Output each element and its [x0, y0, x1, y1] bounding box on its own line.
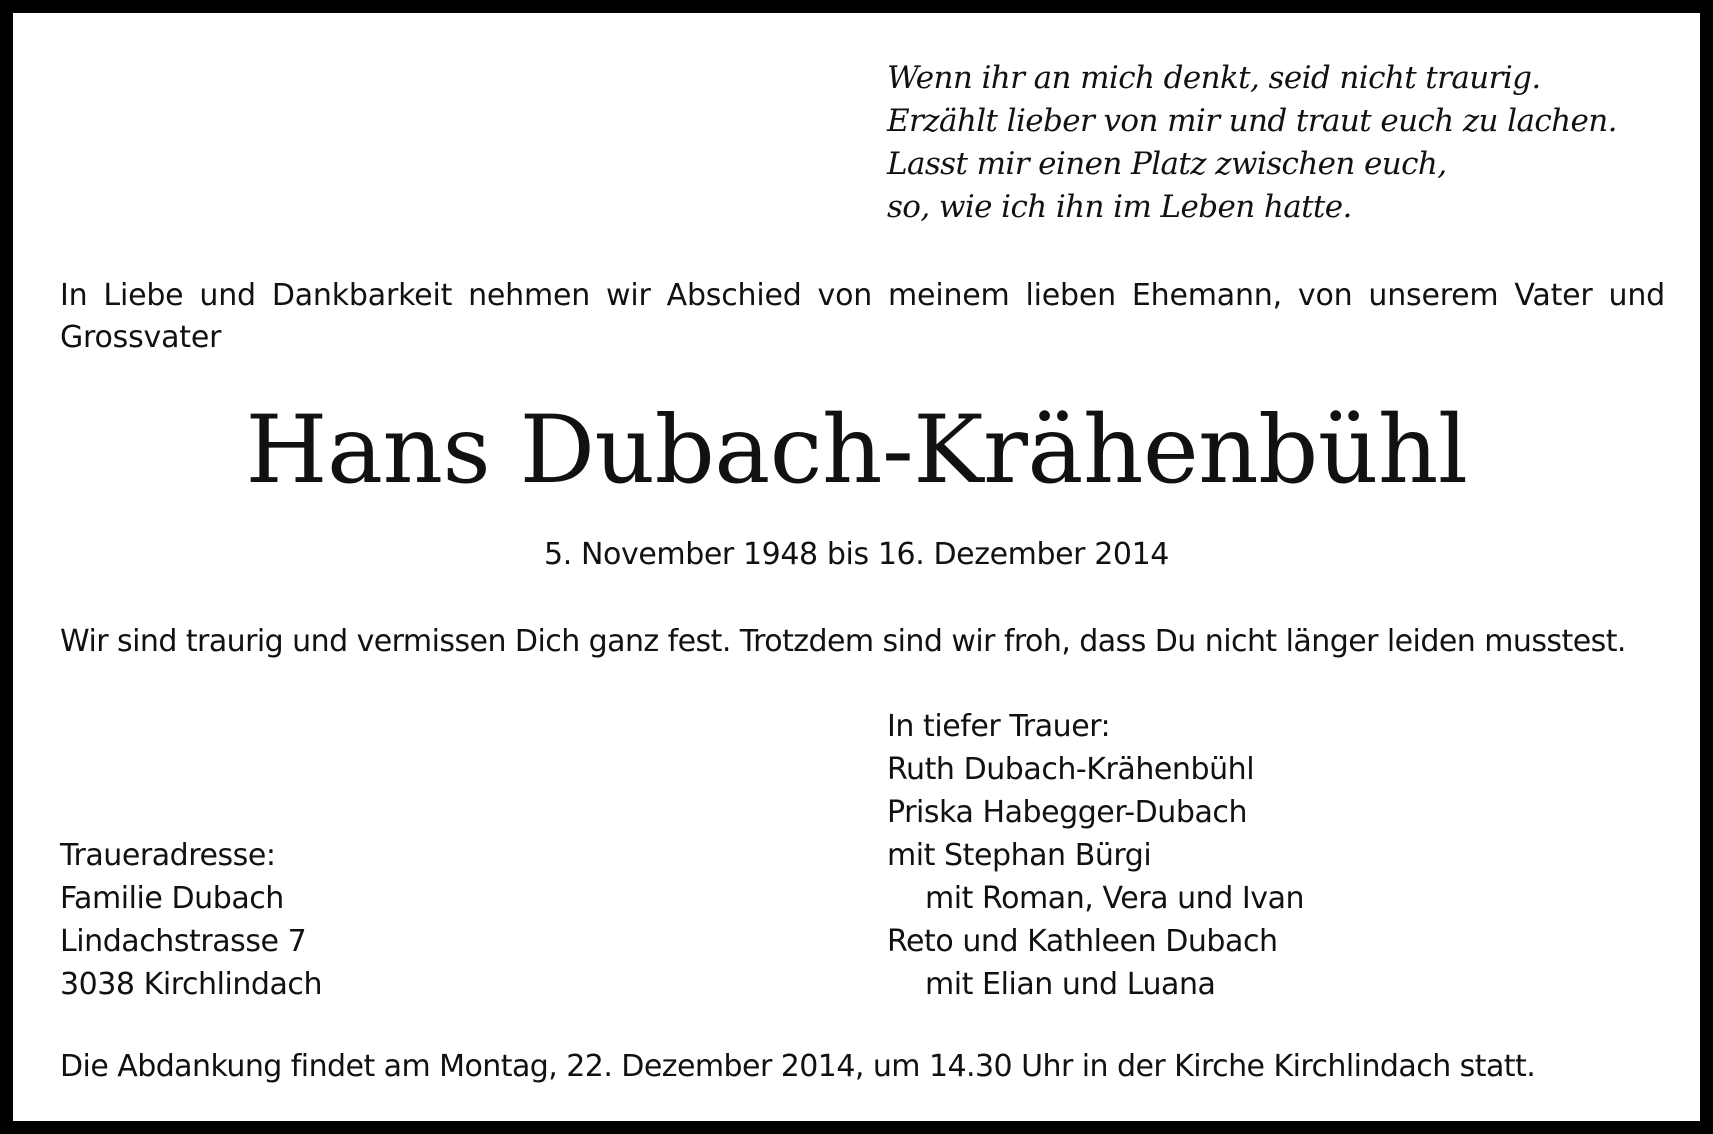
funeral-service-text: Die Abdankung findet am Montag, 22. Dezember 2014, um 14.30 Uhr in der Kirche Kirchlindach statt. — [60, 1049, 1536, 1084]
poem-line: Erzählt lieber von mir und traut euch zu lachen. — [887, 103, 1617, 139]
address-heading: Traueradresse: — [60, 838, 276, 873]
mourner-line: mit Roman, Vera und Ivan — [925, 881, 1305, 916]
address-line: 3038 Kirchlindach — [60, 967, 323, 1002]
poem-verse — [887, 57, 1647, 229]
mourners-list — [887, 705, 1667, 1006]
mourner-line: Priska Habegger-Dubach — [887, 795, 1248, 830]
intro-text: In Liebe und Dankbarkeit nehmen wir Abschied von meinem lieben Ehemann, von unserem Vater und Grossvater — [60, 278, 1665, 355]
mourner-line: Ruth Dubach-Krähenbühl — [887, 752, 1255, 787]
mourner-line: mit Elian und Luana — [925, 967, 1216, 1002]
poem-line: so, wie ich ihn im Leben hatte. — [887, 189, 1352, 225]
poem-line: Lasst mir einen Platz zwischen euch, — [887, 146, 1447, 182]
mourners-heading: In tiefer Trauer: — [887, 709, 1111, 744]
mourner-line: Reto und Kathleen Dubach — [887, 924, 1278, 959]
address-line: Lindachstrasse 7 — [60, 924, 307, 959]
poem-line: Wenn ihr an mich denkt, seid nicht traurig. — [887, 60, 1541, 96]
address-line: Familie Dubach — [60, 881, 284, 916]
sorrow-text: Wir sind traurig und vermissen Dich ganz fest. Trotzdem sind wir froh, dass Du nicht länger leiden musstest. — [60, 624, 1626, 659]
mourning-address — [60, 834, 660, 1006]
deceased-name: Hans Dubach-Krähenbühl — [245, 396, 1468, 505]
mourner-line: mit Stephan Bürgi — [887, 838, 1152, 873]
life-dates: 5. November 1948 bis 16. Dezember 2014 — [544, 537, 1169, 572]
